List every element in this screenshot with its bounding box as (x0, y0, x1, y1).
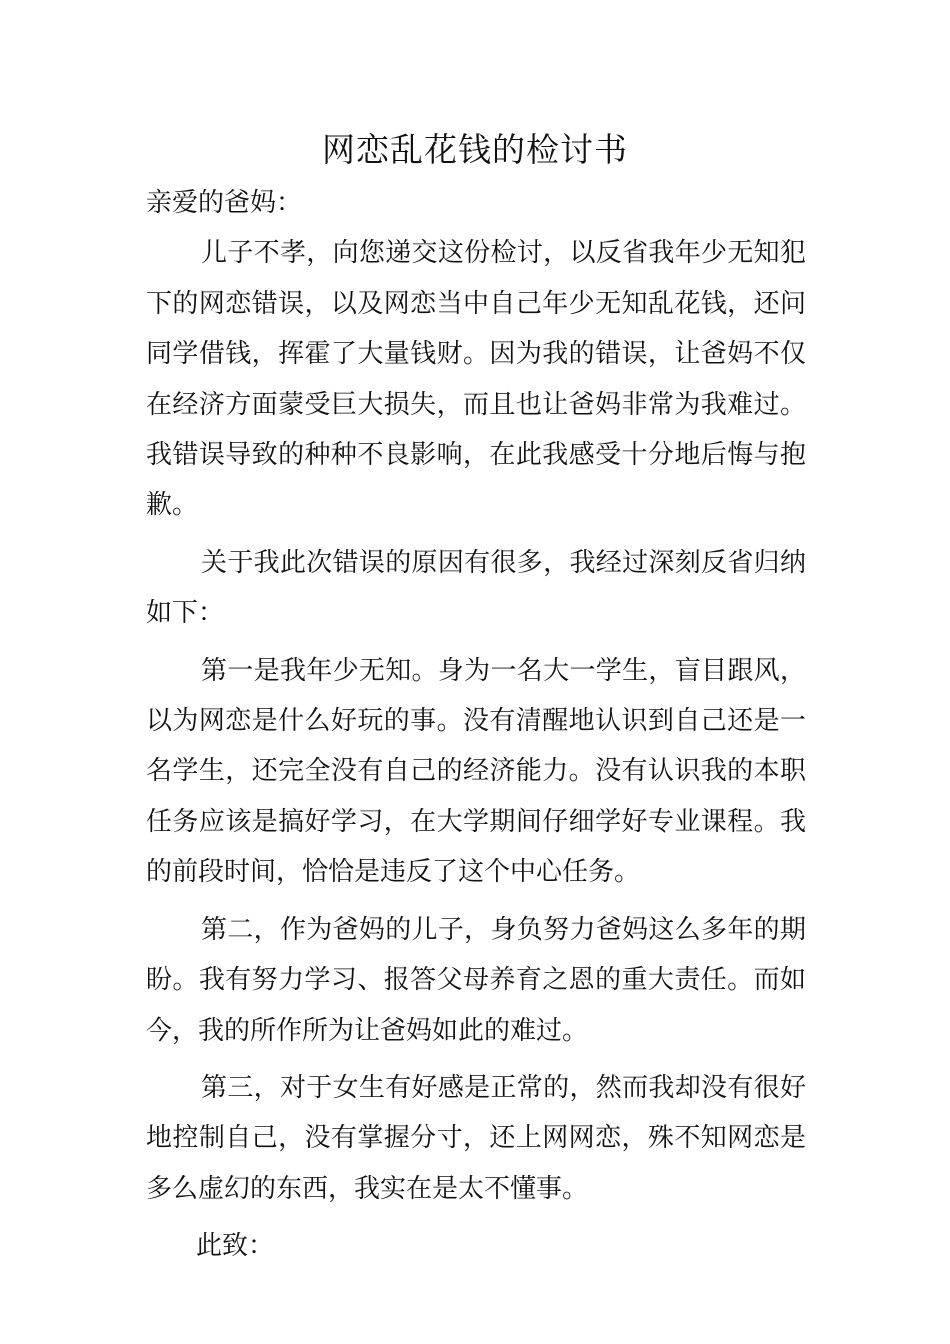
paragraph-reasons-intro: 关于我此次错误的原因有很多，我经过深刻反省归纳如下： (146, 547, 806, 629)
paragraph-apology: 儿子不孝，向您递交这份检讨，以反省我年少无知犯下的网恋错误，以及网恋当中自己年少无知乱花钱，还问同学借钱，挥霍了大量钱财。因为我的错误，让爸妈不仅在经济方面蒙受巨大损失，而且也让爸妈非常为我难过。我错误导致的种种不良影响，在此我感受十分地后悔与抱歉。 (146, 238, 806, 521)
paragraph-reason-one: 第一是我年少无知。身为一名大一学生，盲目跟风，以为网恋是什么好玩的事。没有清醒地认识到自己还是一名学生，还完全没有自己的经济能力。没有认识我的本职任务应该是搞好学习，在大学期间仔细学好专业课程。我的前段时间，恰恰是违反了这个中心任务。 (146, 655, 806, 888)
document-title: 网恋乱花钱的检讨书 (322, 130, 628, 169)
paragraph-reason-three: 第三，对于女生有好感是正常的，然而我却没有很好地控制自己，没有掌握分寸，还上网网恋，殊不知网恋是多么虚幻的东西，我实在是太不懂事。 (146, 1072, 806, 1204)
salutation: 亲爱的爸妈： (146, 188, 303, 218)
paragraph-reason-two: 第二，作为爸妈的儿子，身负努力爸妈这么多年的期盼。我有努力学习、报答父母养育之恩的重大责任。而如今，我的所作所为让爸妈如此的难过。 (146, 914, 806, 1046)
closing-line: 此致： (196, 1231, 275, 1262)
document-body (146, 178, 806, 1272)
